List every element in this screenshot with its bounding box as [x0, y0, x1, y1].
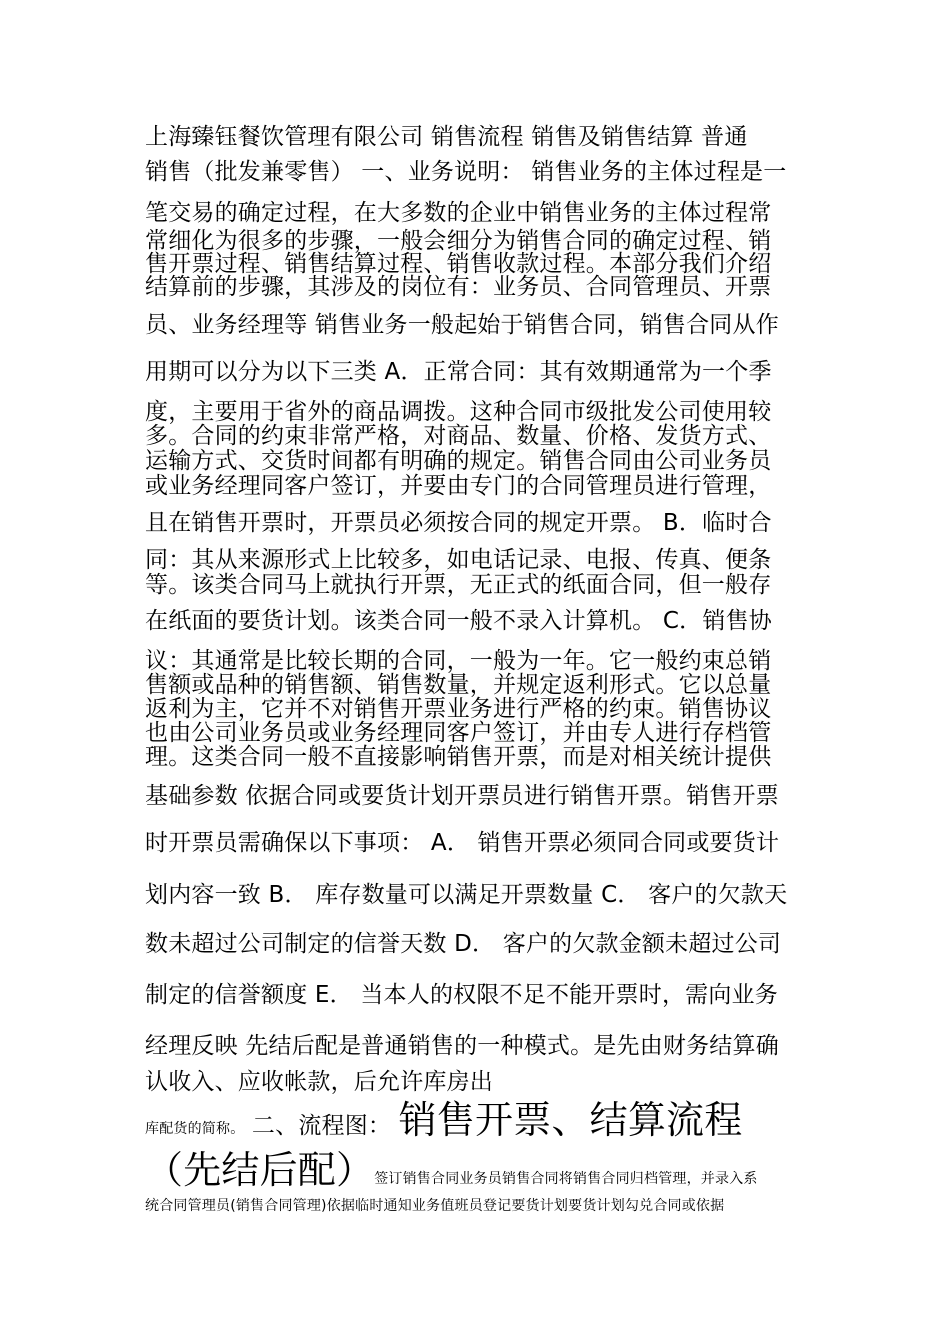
text-line-7: 员、业务经理等 销售业务一般起始于销售合同，销售合同从作: [145, 312, 779, 338]
flowchart-text-1: 签订销售合同业务员销售合同将销售合同归档管理，并录入系: [374, 1171, 758, 1187]
text-line-28: 认收入、应收帐款，后允许库房出: [145, 1069, 493, 1095]
text-line-19: 返利为主，它并不对销售开票业务进行严格的约束。销售协议: [145, 696, 772, 722]
text-line-20: 也由公司业务员或业务经理同客户签订，并由专人进行存档管: [145, 720, 772, 746]
text-line-2: 销售（批发兼零售） 一、业务说明： 销售业务的主体过程是一: [145, 159, 787, 185]
text-line-3: 笔交易的确定过程，在大多数的企业中销售业务的主体过程常: [145, 200, 772, 226]
text-line-23: 时开票员需确保以下事项： A． 销售开票必须同合同或要货计: [145, 830, 780, 856]
flowchart-subtitle: （先结后配）: [145, 1148, 375, 1192]
text-line-12: 或业务经理同客户签订，并要由专门的合同管理员进行管理，: [145, 473, 772, 499]
text-line-22: 基础参数 依据合同或要货计划开票员进行销售开票。销售开票: [145, 783, 779, 809]
text-line-18: 售额或品种的销售额、销售数量，并规定返利形式。它以总量: [145, 672, 772, 698]
text-line-11: 运输方式、交货时间都有明确的规定。销售合同由公司业务员: [145, 448, 772, 474]
text-line-13: 且在销售开票时，开票员必须按合同的规定开票。 B．临时合: [145, 510, 772, 536]
text-line-4: 常细化为很多的步骤，一般会细分为销售合同的确定过程、销: [145, 228, 772, 254]
text-line-21: 理。这类合同一般不直接影响销售开票，而是对相关统计提供: [145, 744, 772, 770]
text-line-9: 度，主要用于省外的商品调拨。这种合同市级批发公司使用较: [145, 399, 772, 425]
flowchart-subtitle-line: [145, 1148, 810, 1201]
text-line-14: 同：其从来源形式上比较多，如电话记录、电报、传真、便条: [145, 547, 772, 573]
text-line-15: 等。该类合同马上就执行开票，无正式的纸面合同，但一般存: [145, 572, 772, 598]
text-line-26: 制定的信誉额度 E． 当本人的权限不足不能开票时，需向业务: [145, 982, 778, 1008]
section-heading-line: [145, 1098, 810, 1151]
text-line-16: 在纸面的要货计划。该类合同一般不录入计算机。 C．销售协: [145, 608, 772, 634]
text-line-10: 多。合同的约束非常严格，对商品、数量、价格、发货方式、: [145, 423, 772, 449]
section-lead-text: 库配货的简称。: [145, 1121, 245, 1137]
text-line-25: 数未超过公司制定的信誉天数 D． 客户的欠款金额未超过公司: [145, 931, 782, 957]
flowchart-title: 销售开票、结算流程: [398, 1098, 743, 1142]
flowchart-text-2: 统合同管理员(销售合同管理)依据临时通知业务值班员登记要货计划要货计划勾兑合同或依据: [145, 1198, 725, 1214]
text-line-27: 经理反映 先结后配是普通销售的一种模式。是先由财务结算确: [145, 1033, 779, 1059]
text-line-5: 售开票过程、销售结算过程、销售收款过程。本部分我们介绍: [145, 251, 772, 277]
text-line-8: 用期可以分为以下三类 A．正常合同：其有效期通常为一个季: [145, 359, 772, 385]
text-line-24: 划内容一致 B． 库存数量可以满足开票数量 C． 客户的欠款天: [145, 882, 788, 908]
text-line-6: 结算前的步骤，其涉及的岗位有：业务员、合同管理员、开票: [145, 274, 772, 300]
text-line-17: 议：其通常是比较长期的合同，一般为一年。它一般约束总销: [145, 648, 772, 674]
text-line-1: 上海臻钰餐饮管理有限公司 销售流程 销售及销售结算 普通: [145, 124, 748, 150]
section-label: 二、流程图：: [244, 1113, 399, 1139]
